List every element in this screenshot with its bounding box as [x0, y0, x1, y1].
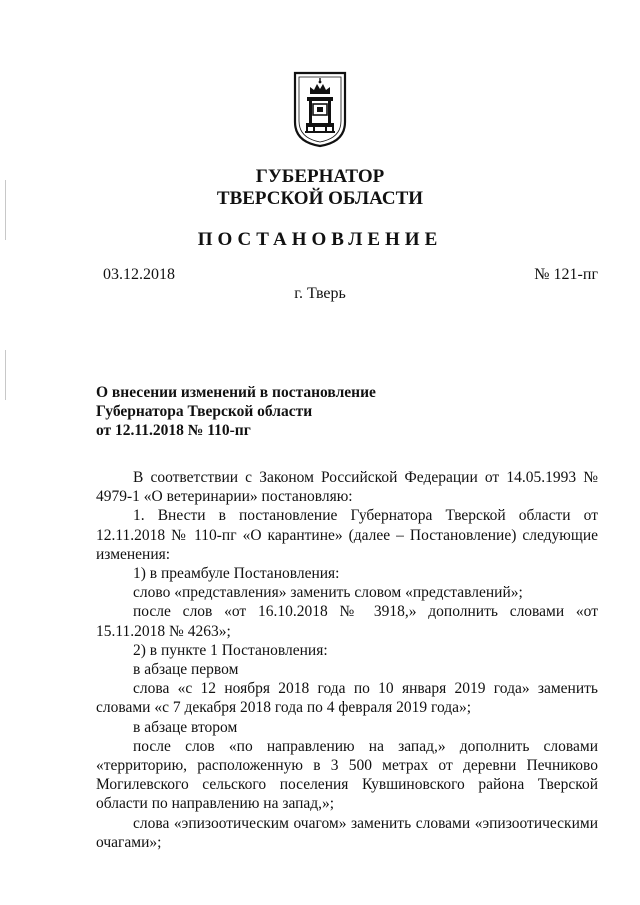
document-date: 03.12.2018: [103, 266, 175, 283]
clause-1-1: 1) в преамбуле Постановления:: [133, 565, 340, 583]
subject-line: О внесении изменений в постановление: [96, 384, 376, 401]
document-body: [96, 468, 598, 852]
document-number: № 121-пг: [534, 266, 598, 283]
clause-1-2-first-text: слова «с 12 ноября 2018 года по 10 января 2019 года» заменить словами «с 7 декабря 2018 года по 4 февраля 2019 года»;: [96, 680, 598, 717]
authority-title: ГУБЕРНАТОР: [255, 166, 385, 187]
clause-1-1-a: слово «представления» заменить словом «представлений»;: [133, 584, 523, 602]
clause-1: 1. Внести в постановление Губернатора Тверской области от 12.11.2018 № 110-пг «О карантине» (далее – Постановление) следующие изменения:: [96, 507, 598, 563]
subject-line: Губернатора Тверской области: [96, 403, 313, 420]
clause-1-2-first-heading: в абзаце первом: [133, 661, 239, 679]
clause-1-1-b: после слов «от 16.10.2018 № 3918,» дополнить словами «от 15.11.2018 № 4263»;: [96, 603, 598, 640]
clause-1-2: 2) в пункте 1 Постановления:: [133, 641, 328, 659]
document-type: ПОСТАНОВЛЕНИЕ: [197, 229, 443, 250]
subject-line: от 12.11.2018 № 110-пг: [96, 422, 251, 439]
clause-1-2-second-text: после слов «по направлению на запад,» дополнить словами «территорию, расположенную в 3 500 метрах от деревни Печниково Могилевского сельского поселения Кувшиновского района Тверской области по направлению на запад,»;: [96, 737, 598, 813]
scan-artifact: [5, 350, 6, 400]
tver-coat-of-arms-icon: [292, 70, 348, 148]
document-city: г. Тверь: [294, 285, 346, 302]
authority-region: ТВЕРСКОЙ ОБЛАСТИ: [216, 188, 424, 209]
clause-1-2-second-heading: в абзаце втором: [133, 718, 238, 736]
clause-1-2-words: слова «эпизоотическим очагом» заменить словами «эпизоотическими очагами»;: [96, 814, 598, 851]
preamble-paragraph: В соответствии с Законом Российской Федерации от 14.05.1993 № 4979-1 «О ветеринарии» постановляю:: [96, 469, 598, 506]
document-subject: [96, 383, 376, 440]
